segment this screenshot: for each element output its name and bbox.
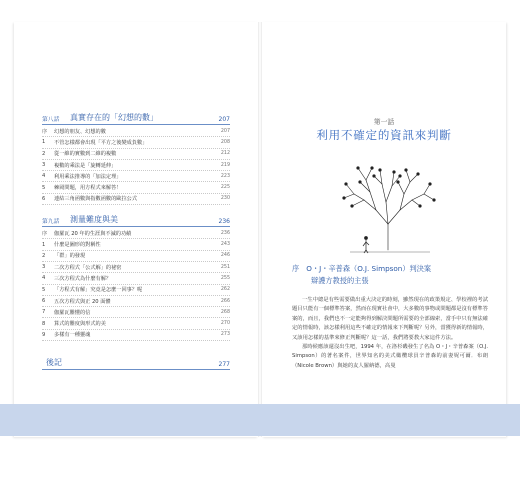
toc-item-title: 幻想的朋友、幻想的數 [54,128,106,135]
chapter-number: 第八話 [42,117,60,123]
toc-item-number: 2 [42,252,46,259]
toc-item-number: 5 [42,286,46,293]
toc-item [42,160,230,171]
toc-item [42,137,230,148]
toc-item-page: 270 [220,321,230,327]
toc-item-title: 算式的難度與形式的美 [54,321,106,328]
paragraph: 一生中總是有些需要做出重大決定的時刻，雖然現在的政策規定、學校裡的考試題目只能有一個標準答案，然而在現實社會中，大多數的事物或問題都是沒有標準答案的，而且，我們也不一定能夠得到解決問題所需要的全部線索，當手中只有無法確定的情報時，該怎樣利用這些不確定的情報來下判斷呢？另外，當獲得新的情報時，又該用怎樣的基準來修正判斷呢？這一話，我們將要教大家這件方法。 [292,297,488,341]
toc-item-number: 9 [42,331,46,338]
chapter-8-heading [42,112,230,125]
chapter-number: 第九話 [42,219,60,226]
toc-item-page: 246 [220,253,230,259]
toc-item-page: 225 [220,185,230,191]
toc-item-page: 262 [220,287,230,293]
toc-item [42,307,230,318]
toc-item-title: 「方程式有解」究竟是怎麼一回事？呢 [54,287,143,294]
table-of-contents [42,112,230,370]
toc-item-page: 219 [220,162,230,168]
toc-item-page: 251 [220,264,230,270]
toc-item-title: 多樣有一種靈魂 [54,332,91,339]
preface-title-line2: 辯護方教授的主張 [311,276,369,285]
toc-item [42,182,230,193]
chapter-9-heading [42,214,230,227]
toc-item-page: 223 [220,173,230,179]
chapter-title-large: 利用不確定的資訊來判斷 [316,128,452,142]
tree-illustration [330,154,440,254]
chapter-9-items [42,228,230,341]
toc-item [42,318,230,329]
chapter-page: 207 [218,116,230,123]
toc-item-number: 6 [42,195,46,202]
chapter-label: 第一話 [373,118,395,126]
toc-item [42,194,230,205]
toc-item [42,273,230,284]
toc-item-page: 268 [220,309,230,315]
toc-item [42,285,230,296]
toc-item-number: 1 [42,139,46,146]
toc-item-title: 利用乘法推導的「加法定理」 [54,173,122,180]
chapter-page: 236 [218,218,230,226]
toc-item [42,228,230,239]
toc-item-page: 208 [220,139,230,145]
toc-item-title: 「群」的發現 [54,253,86,260]
toc-item-title: 從一維的實數到二維的複數 [54,151,117,158]
toc-item-page: 207 [220,128,230,134]
toc-item-title: 三次方程式為什麼有解？ [54,275,112,282]
toc-item-number: 1 [42,241,46,248]
toc-item-title: 二次方程式「公式解」的祕密 [54,264,122,271]
toc-item-page: 212 [220,151,230,157]
chapter-8-items [42,126,230,205]
toc-item-title: 不管怎樣都會出現「平方之後變成負數」 [54,139,148,146]
toc-item-number: 3 [42,264,46,271]
toc-item [42,149,230,160]
toc-item-title: 連結三角函數與指數函數的歐拉公式 [54,196,138,203]
toc-item-number: 2 [42,150,46,157]
chapter-title: 測量難度與美 [70,215,118,225]
toc-item-number: 序 [42,128,48,135]
toc-item-page: 236 [220,230,230,236]
toc-item-page: 243 [220,242,230,248]
toc-item [42,239,230,250]
preface-title-line1: O・J・辛普森（O.J. Simpson）判決案 [306,264,432,273]
preface-number: 序 [292,264,300,273]
toc-item [42,262,230,273]
toc-item-number: 序 [42,230,48,237]
toc-item-title: 什麼是圖形的對稱性 [54,242,101,249]
toc-item-title: 棘岡問題，用方程式來解答！ [54,185,122,192]
chapter-title: 真實存在的「幻想的數」 [70,113,158,122]
toc-item-page: 255 [220,275,230,281]
toc-item-number: 3 [42,162,46,169]
toc-item-title: 五次方程式與正 20 面體 [54,298,111,305]
book-spine [258,22,262,437]
preface-heading [292,263,492,287]
toc-item-number: 6 [42,298,46,304]
toc-item [42,126,230,137]
toc-item-page: 230 [220,196,230,202]
epilogue-heading [42,357,230,370]
toc-item-number: 8 [42,320,46,327]
toc-item-number: 4 [42,275,46,282]
toc-item-number: 7 [42,309,46,316]
toc-item-title: 伽羅瓦難懂的信 [54,309,91,316]
bottom-band [0,404,520,436]
body-text [292,296,488,371]
epilogue-page: 277 [218,361,230,369]
toc-item-title: 複數的乘法是「旋轉延伸」 [54,162,117,169]
toc-item-title: 伽羅瓦 20 年的生涯與不滅的功績 [54,230,132,237]
toc-item-number: 5 [42,184,46,191]
toc-item-page: 273 [220,332,230,338]
paragraph: 那時候應該還沒出生吧，1994 年，在洛杉磯發生了名為 O・J・辛普森案（O.J. Simpson）的著名案件，世界知名的美式橄欖球員辛普森的前妻妮可爾．布朗（Nicole Brown）與她的友人羅納德，高曼 [292,344,488,369]
toc-item-number: 4 [42,173,46,180]
toc-item [42,251,230,262]
toc-item-page: 266 [220,298,230,304]
toc-item [42,330,230,341]
toc-item [42,171,230,182]
toc-item [42,296,230,307]
epilogue-title: 後記 [46,358,62,368]
